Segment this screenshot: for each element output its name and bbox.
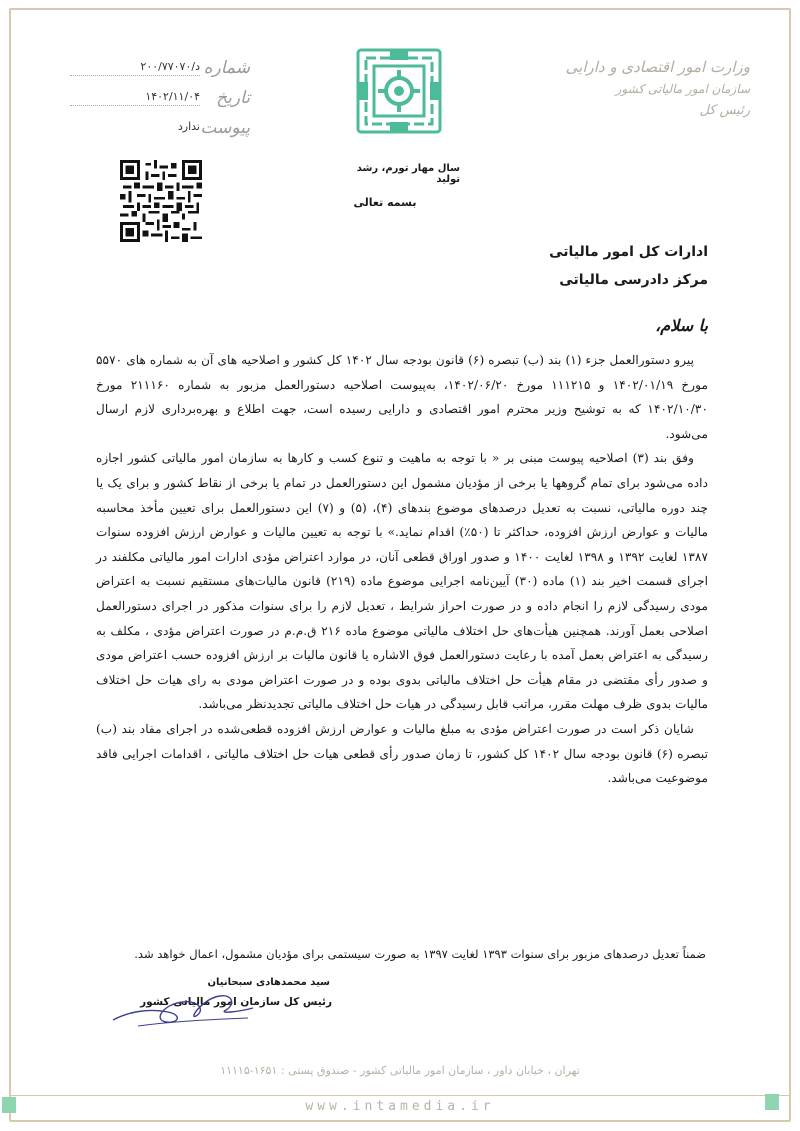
office-title: رئیس کل <box>699 103 750 118</box>
tax-organization-emblem-icon <box>356 48 442 134</box>
addressee-line-2: مرکز دادرسی مالیاتی <box>559 272 708 288</box>
footer-website: www.intamedia.ir <box>305 1099 495 1114</box>
addressee <box>549 238 708 294</box>
number-label: شماره <box>203 58 250 78</box>
number-value: د/۲۰۰/۷۷۰۷۰ <box>140 60 200 73</box>
addressee-line-1: ادارات کل امور مالیاتی <box>549 244 708 260</box>
final-note: ضمناً تعدیل درصدهای مزبور برای سنوات ۱۳۹۳ لغایت ۱۳۹۷ به صورت سیستمی برای مؤدیان مشمول، اعمال خواهد شد. <box>134 947 706 961</box>
ministry-name: وزارت امور اقتصادی و دارایی <box>565 58 750 76</box>
date-row <box>70 88 250 118</box>
corner-mark-left <box>2 1097 16 1113</box>
date-value: ۱۴۰۲/۱۱/۰۴ <box>145 90 200 103</box>
handwritten-signature <box>108 982 258 1032</box>
letter-meta <box>70 58 250 148</box>
body-paragraph-1: پیرو دستورالعمل جزء (۱) بند (ب) تبصره (۶) قانون بودجه سال ۱۴۰۲ کل کشور و اصلاحیه های آن به شماره های ۵۵۷۰ مورخ ۱۴۰۲/۰۱/۱۹ و ۱۱۱۲۱۵ مورخ ۱۴۰۲/۰۶/۲۰، به‌پیوست اصلاحیه دستورالعمل مزبور به شماره ۲۱۱۱۶۰ مورخ ۱۴۰۲/۱۰/۳۰ که به توشیح وزیر محترم امور اقتصادی و دارایی رسیده است، جهت اطلاع و بهره‌برداری لازم ارسال می‌شود. <box>96 353 709 441</box>
attachment-row <box>70 118 250 148</box>
body-paragraph-2: وفق بند (۳) اصلاحیه پیوست مبنی بر « با توجه به ماهیت و تنوع کسب و کارها به سازمان امور مالیاتی کشور اجازه داده می‌شود برای تمام گروهها یا برخی از مؤدیان مشمول این دستورالعمل در تمام یا برخی از نقاط کشور و برای یک یا چند دوره مالیاتی، نسبت به تعدیل درصدهای موضوع بندهای (۴)، (۵) و (۷) این دستورالعمل برای تعیین مأخذ محاسبه مالیات و عوارض ارزش افزوده، حداکثر تا (۵۰٪) اقدام نماید.» با توجه به تعیین مالیات و عوارض ارزش افزوده سنوات ۱۳۸۷ لغایت ۱۳۹۲ و ۱۳۹۸ لغایت ۱۴۰۰ و صدور اوراق قطعی آنان، در موارد اعتراض مؤدی ادارات امور مالیاتی مکلفند در اجرای قسمت اخیر بند (۱) ماده (۳۰) آیین‌نامه اجرایی موضوع ماده (۲۱۹) قانون مالیات‌های مستقیم نسبت به اعتراض مودی رسیدگی لازم را انجام داده و در صورت احراز شرایط ، تعدیل لازم را برای سنوات مذکور در اجرای دستورالعمل اصلاحی بعمل آورند. همچنین هیأت‌های حل اختلاف مالیاتی موضوع ماده ۲۱۶ ق.م.م در صورت اعتراض مؤدی ، مکلف به رسیدگی به اعتراض بعمل آمده با رعایت دستورالعمل فوق الاشاره یا قانون مالیات بر ارزش افزوده حسب اعتراض مودی و صدور رأی مقتضی در مقام هیأت حل اختلاف مالیاتی بدوی بوده و در صورت اعتراض مودی به رای هیات حل اختلاف مالیات بدوی ظرف مهلت مقرر، مراتب قابل رسیدگی در هیات حل اختلاف مالیاتی تجدیدنظر می‌باشد. <box>96 451 708 712</box>
date-dots <box>70 105 200 106</box>
year-slogan: سال مهار تورم، رشد تولید <box>356 163 460 185</box>
letter-body <box>96 348 708 791</box>
number-row <box>70 58 250 88</box>
organization-name: سازمان امور مالیاتی کشور <box>615 82 750 96</box>
signatory-title: رئیس کل سازمان امور مالیاتی کشور <box>140 996 332 1008</box>
signatory-name: سید محمدهادی سبحانیان <box>207 977 330 988</box>
ministry-header <box>550 56 750 122</box>
qr-code-icon <box>120 160 202 242</box>
salutation: با سلام، <box>655 316 708 335</box>
number-dots <box>70 75 200 76</box>
bismillah: بسمه تعالی <box>353 196 417 209</box>
corner-mark-right <box>765 1094 779 1110</box>
attachment-label: پیوست <box>200 118 250 138</box>
attachment-value: ندارد <box>177 120 200 133</box>
date-label: تاریخ <box>216 88 250 108</box>
footer-address: تهران ، خیابان داور ، سازمان امور مالیاتی کشور - صندوق پستی : ۱۶۵۱-۱۱۱۱۵ <box>220 1064 580 1077</box>
body-paragraph-3: شایان ذکر است در صورت اعتراض مؤدی به مبلغ مالیات و عوارض ارزش افزوده قطعی‌شده در اجرای مفاد بند (ب) تبصره (۶) قانون بودجه سال ۱۴۰۲ کل کشور، تا زمان صدور رأی قطعی هیات حل اختلاف مالیاتی ، اقدامات اجرایی فاقد موضوعیت می‌باشد. <box>96 721 708 786</box>
footer-divider <box>9 1095 791 1096</box>
